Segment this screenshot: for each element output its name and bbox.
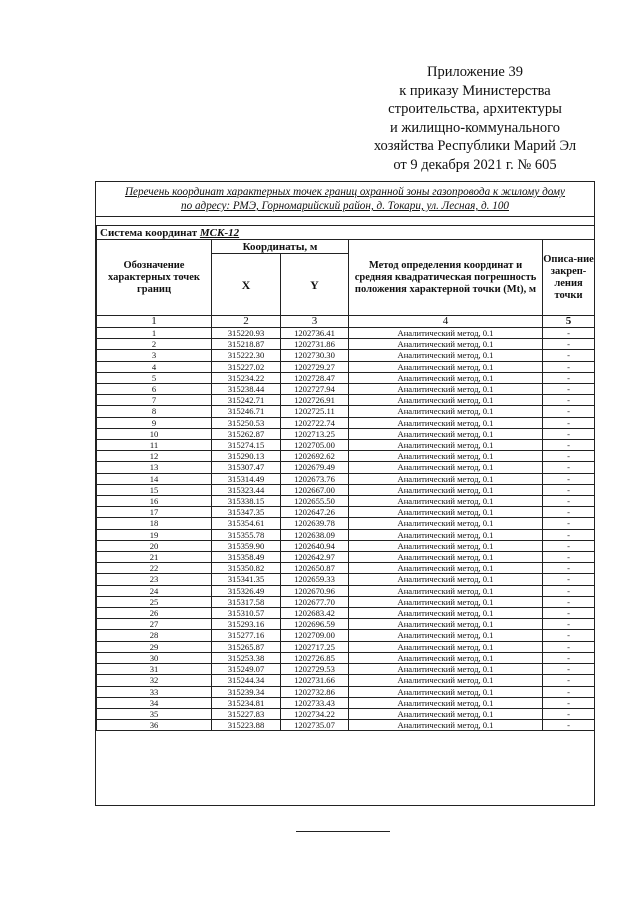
y-coordinate-cell: 1202650.87	[281, 563, 349, 574]
table-row	[97, 428, 595, 439]
point-number-cell: 14	[97, 473, 212, 484]
column-number: 2	[212, 316, 281, 328]
x-coordinate-cell: 315239.34	[212, 686, 281, 697]
point-number-cell: 29	[97, 641, 212, 652]
x-coordinate-cell: 315274.15	[212, 440, 281, 451]
x-coordinate-cell: 315223.88	[212, 720, 281, 731]
method-cell: Аналитический метод, 0.1	[349, 675, 543, 686]
description-cell: -	[543, 328, 595, 339]
method-cell: Аналитический метод, 0.1	[349, 473, 543, 484]
table-row	[97, 563, 595, 574]
method-cell: Аналитический метод, 0.1	[349, 440, 543, 451]
point-number-cell: 9	[97, 417, 212, 428]
x-coordinate-cell: 315246.71	[212, 406, 281, 417]
table-row	[97, 518, 595, 529]
method-cell: Аналитический метод, 0.1	[349, 484, 543, 495]
appendix-header	[330, 63, 620, 174]
method-cell: Аналитический метод, 0.1	[349, 518, 543, 529]
x-coordinate-cell: 315234.81	[212, 697, 281, 708]
header-line: хозяйства Республики Марий Эл	[373, 138, 577, 154]
x-coordinate-cell: 315242.71	[212, 395, 281, 406]
x-coordinate-cell: 315290.13	[212, 451, 281, 462]
table-row	[97, 372, 595, 383]
table-row	[97, 462, 595, 473]
table-row	[97, 664, 595, 675]
description-cell: -	[543, 708, 595, 719]
y-coordinate-cell: 1202736.41	[281, 328, 349, 339]
description-cell: -	[543, 720, 595, 731]
y-coordinate-cell: 1202673.76	[281, 473, 349, 484]
y-coordinate-cell: 1202731.66	[281, 675, 349, 686]
description-cell: -	[543, 552, 595, 563]
x-coordinate-cell: 315326.49	[212, 585, 281, 596]
description-cell: -	[543, 518, 595, 529]
description-cell: -	[543, 630, 595, 641]
col-y-header: Y	[281, 254, 349, 316]
point-number-cell: 2	[97, 339, 212, 350]
description-cell: -	[543, 384, 595, 395]
y-coordinate-cell: 1202713.25	[281, 428, 349, 439]
x-coordinate-cell: 315355.78	[212, 529, 281, 540]
point-number-cell: 7	[97, 395, 212, 406]
y-coordinate-cell: 1202696.59	[281, 619, 349, 630]
caption-line-1: Перечень координат характерных точек границ охранной зоны газопровода к жилому дому	[124, 186, 566, 198]
method-cell: Аналитический метод, 0.1	[349, 372, 543, 383]
x-coordinate-cell: 315314.49	[212, 473, 281, 484]
table-row	[97, 350, 595, 361]
y-coordinate-cell: 1202728.47	[281, 372, 349, 383]
table-row	[97, 596, 595, 607]
y-coordinate-cell: 1202729.53	[281, 664, 349, 675]
x-coordinate-cell: 315338.15	[212, 496, 281, 507]
method-cell: Аналитический метод, 0.1	[349, 641, 543, 652]
y-coordinate-cell: 1202670.96	[281, 585, 349, 596]
description-cell: -	[543, 529, 595, 540]
method-cell: Аналитический метод, 0.1	[349, 585, 543, 596]
table-row	[97, 361, 595, 372]
y-coordinate-cell: 1202725.11	[281, 406, 349, 417]
method-cell: Аналитический метод, 0.1	[349, 686, 543, 697]
header-line: от 9 декабря 2021 г. № 605	[393, 156, 557, 173]
coordinate-system-label: Система координат	[100, 226, 198, 239]
point-number-cell: 16	[97, 496, 212, 507]
description-cell: -	[543, 484, 595, 495]
y-coordinate-cell: 1202726.85	[281, 652, 349, 663]
point-number-cell: 1	[97, 328, 212, 339]
col-description-header: Описа-ние закреп-ления точки	[543, 240, 595, 316]
x-coordinate-cell: 315227.83	[212, 708, 281, 719]
description-cell: -	[543, 372, 595, 383]
table-row	[97, 417, 595, 428]
description-cell: -	[543, 596, 595, 607]
method-cell: Аналитический метод, 0.1	[349, 462, 543, 473]
method-cell: Аналитический метод, 0.1	[349, 417, 543, 428]
x-coordinate-cell: 315358.49	[212, 552, 281, 563]
coordinate-system-name: МСК-12	[199, 226, 240, 239]
description-cell: -	[543, 507, 595, 518]
y-coordinate-cell: 1202683.42	[281, 608, 349, 619]
table-row	[97, 540, 595, 551]
description-cell: -	[543, 585, 595, 596]
table-row	[97, 384, 595, 395]
x-coordinate-cell: 315317.58	[212, 596, 281, 607]
point-number-cell: 35	[97, 708, 212, 719]
end-divider	[296, 831, 390, 832]
y-coordinate-cell: 1202734.22	[281, 708, 349, 719]
point-number-cell: 23	[97, 574, 212, 585]
x-coordinate-cell: 315250.53	[212, 417, 281, 428]
y-coordinate-cell: 1202679.49	[281, 462, 349, 473]
coordinate-system	[97, 226, 595, 240]
table-row	[97, 484, 595, 495]
point-number-cell: 12	[97, 451, 212, 462]
point-number-cell: 24	[97, 585, 212, 596]
point-number-cell: 28	[97, 630, 212, 641]
y-coordinate-cell: 1202729.27	[281, 361, 349, 372]
point-number-cell: 4	[97, 361, 212, 372]
col-point-header: Обозначение характерных точек границ	[97, 240, 212, 316]
method-cell: Аналитический метод, 0.1	[349, 328, 543, 339]
description-cell: -	[543, 574, 595, 585]
x-coordinate-cell: 315218.87	[212, 339, 281, 350]
method-cell: Аналитический метод, 0.1	[349, 428, 543, 439]
x-coordinate-cell: 315359.90	[212, 540, 281, 551]
table-row	[97, 440, 595, 451]
table-row	[97, 574, 595, 585]
y-coordinate-cell: 1202640.94	[281, 540, 349, 551]
table-row	[97, 451, 595, 462]
table-row	[97, 675, 595, 686]
description-cell: -	[543, 440, 595, 451]
caption-line-2: по адресу: РМЭ, Горномарийский район, д. Токари, ул. Лесная, д. 100	[180, 200, 510, 212]
description-cell: -	[543, 395, 595, 406]
x-coordinate-cell: 315244.34	[212, 675, 281, 686]
y-coordinate-cell: 1202655.50	[281, 496, 349, 507]
y-coordinate-cell: 1202727.94	[281, 384, 349, 395]
method-cell: Аналитический метод, 0.1	[349, 507, 543, 518]
method-cell: Аналитический метод, 0.1	[349, 552, 543, 563]
col-method-header: Метод определения координат и средняя квадратическая погрешность положения характерной точки (Mt), м	[349, 240, 543, 316]
col-x-header: X	[212, 254, 281, 316]
x-coordinate-cell: 315249.07	[212, 664, 281, 675]
y-coordinate-cell: 1202667.00	[281, 484, 349, 495]
method-cell: Аналитический метод, 0.1	[349, 563, 543, 574]
header-line: строительства, архитектуры	[388, 101, 562, 117]
y-coordinate-cell: 1202638.09	[281, 529, 349, 540]
method-cell: Аналитический метод, 0.1	[349, 540, 543, 551]
y-coordinate-cell: 1202709.00	[281, 630, 349, 641]
method-cell: Аналитический метод, 0.1	[349, 339, 543, 350]
table-caption	[96, 182, 594, 217]
method-cell: Аналитический метод, 0.1	[349, 708, 543, 719]
description-cell: -	[543, 697, 595, 708]
point-number-cell: 31	[97, 664, 212, 675]
method-cell: Аналитический метод, 0.1	[349, 395, 543, 406]
point-number-cell: 8	[97, 406, 212, 417]
point-number-cell: 18	[97, 518, 212, 529]
method-cell: Аналитический метод, 0.1	[349, 697, 543, 708]
column-number: 4	[349, 316, 543, 328]
table-row	[97, 608, 595, 619]
method-cell: Аналитический метод, 0.1	[349, 608, 543, 619]
point-number-cell: 20	[97, 540, 212, 551]
description-cell: -	[543, 652, 595, 663]
x-coordinate-cell: 315227.02	[212, 361, 281, 372]
table-row	[97, 630, 595, 641]
table-row	[97, 529, 595, 540]
description-cell: -	[543, 664, 595, 675]
x-coordinate-cell: 315253.38	[212, 652, 281, 663]
y-coordinate-cell: 1202730.30	[281, 350, 349, 361]
point-number-cell: 19	[97, 529, 212, 540]
y-coordinate-cell: 1202735.07	[281, 720, 349, 731]
table-row	[97, 552, 595, 563]
method-cell: Аналитический метод, 0.1	[349, 384, 543, 395]
x-coordinate-cell: 315347.35	[212, 507, 281, 518]
table-row	[97, 585, 595, 596]
point-number-cell: 22	[97, 563, 212, 574]
point-number-cell: 6	[97, 384, 212, 395]
method-cell: Аналитический метод, 0.1	[349, 652, 543, 663]
column-number: 5	[543, 316, 595, 328]
table-row	[97, 473, 595, 484]
description-cell: -	[543, 417, 595, 428]
method-cell: Аналитический метод, 0.1	[349, 596, 543, 607]
y-coordinate-cell: 1202722.74	[281, 417, 349, 428]
method-cell: Аналитический метод, 0.1	[349, 361, 543, 372]
header-line: Приложение 39	[427, 64, 523, 80]
coordinates-table	[96, 225, 595, 731]
description-cell: -	[543, 428, 595, 439]
point-number-cell: 34	[97, 697, 212, 708]
method-cell: Аналитический метод, 0.1	[349, 529, 543, 540]
y-coordinate-cell: 1202705.00	[281, 440, 349, 451]
method-cell: Аналитический метод, 0.1	[349, 720, 543, 731]
header-line: и жилищно-коммунального	[389, 119, 561, 136]
x-coordinate-cell: 315341.35	[212, 574, 281, 585]
coordinate-system-row	[97, 226, 595, 240]
method-cell: Аналитический метод, 0.1	[349, 406, 543, 417]
x-coordinate-cell: 315293.16	[212, 619, 281, 630]
point-number-cell: 26	[97, 608, 212, 619]
table-row	[97, 328, 595, 339]
coordinates-body	[97, 328, 595, 731]
method-cell: Аналитический метод, 0.1	[349, 574, 543, 585]
point-number-cell: 32	[97, 675, 212, 686]
point-number-cell: 17	[97, 507, 212, 518]
point-number-cell: 5	[97, 372, 212, 383]
x-coordinate-cell: 315222.30	[212, 350, 281, 361]
x-coordinate-cell: 315220.93	[212, 328, 281, 339]
x-coordinate-cell: 315354.61	[212, 518, 281, 529]
y-coordinate-cell: 1202731.86	[281, 339, 349, 350]
table-row	[97, 697, 595, 708]
description-cell: -	[543, 540, 595, 551]
x-coordinate-cell: 315323.44	[212, 484, 281, 495]
table-row	[97, 507, 595, 518]
y-coordinate-cell: 1202659.33	[281, 574, 349, 585]
description-cell: -	[543, 350, 595, 361]
description-cell: -	[543, 339, 595, 350]
header-line: к приказу Министерства	[399, 82, 551, 99]
point-number-cell: 15	[97, 484, 212, 495]
point-number-cell: 25	[97, 596, 212, 607]
point-number-cell: 30	[97, 652, 212, 663]
description-cell: -	[543, 619, 595, 630]
method-cell: Аналитический метод, 0.1	[349, 496, 543, 507]
method-cell: Аналитический метод, 0.1	[349, 619, 543, 630]
column-numbers-row	[97, 316, 595, 328]
y-coordinate-cell: 1202733.43	[281, 697, 349, 708]
description-cell: -	[543, 361, 595, 372]
x-coordinate-cell: 315238.44	[212, 384, 281, 395]
point-number-cell: 11	[97, 440, 212, 451]
table-row	[97, 339, 595, 350]
point-number-cell: 27	[97, 619, 212, 630]
table-row	[97, 395, 595, 406]
point-number-cell: 3	[97, 350, 212, 361]
method-cell: Аналитический метод, 0.1	[349, 451, 543, 462]
description-cell: -	[543, 608, 595, 619]
table-row	[97, 406, 595, 417]
x-coordinate-cell: 315307.47	[212, 462, 281, 473]
y-coordinate-cell: 1202639.78	[281, 518, 349, 529]
method-cell: Аналитический метод, 0.1	[349, 630, 543, 641]
table-row	[97, 619, 595, 630]
y-coordinate-cell: 1202647.26	[281, 507, 349, 518]
y-coordinate-cell: 1202642.97	[281, 552, 349, 563]
x-coordinate-cell: 315234.22	[212, 372, 281, 383]
point-number-cell: 21	[97, 552, 212, 563]
table-row	[97, 496, 595, 507]
y-coordinate-cell: 1202732.86	[281, 686, 349, 697]
description-cell: -	[543, 563, 595, 574]
point-number-cell: 33	[97, 686, 212, 697]
description-cell: -	[543, 496, 595, 507]
y-coordinate-cell: 1202717.25	[281, 641, 349, 652]
y-coordinate-cell: 1202692.62	[281, 451, 349, 462]
point-number-cell: 13	[97, 462, 212, 473]
method-cell: Аналитический метод, 0.1	[349, 350, 543, 361]
method-cell: Аналитический метод, 0.1	[349, 664, 543, 675]
x-coordinate-cell: 315310.57	[212, 608, 281, 619]
table-row	[97, 652, 595, 663]
table-row	[97, 686, 595, 697]
x-coordinate-cell: 315265.87	[212, 641, 281, 652]
description-cell: -	[543, 473, 595, 484]
description-cell: -	[543, 641, 595, 652]
column-number: 1	[97, 316, 212, 328]
description-cell: -	[543, 686, 595, 697]
x-coordinate-cell: 315277.16	[212, 630, 281, 641]
point-number-cell: 10	[97, 428, 212, 439]
table-row	[97, 708, 595, 719]
y-coordinate-cell: 1202677.70	[281, 596, 349, 607]
x-coordinate-cell: 315350.82	[212, 563, 281, 574]
point-number-cell: 36	[97, 720, 212, 731]
description-cell: -	[543, 451, 595, 462]
header-row	[97, 240, 595, 254]
coordinates-frame	[95, 181, 595, 806]
description-cell: -	[543, 406, 595, 417]
table-row	[97, 641, 595, 652]
table-row	[97, 720, 595, 731]
col-coords-header: Координаты, м	[212, 240, 349, 254]
y-coordinate-cell: 1202726.91	[281, 395, 349, 406]
description-cell: -	[543, 462, 595, 473]
description-cell: -	[543, 675, 595, 686]
column-number: 3	[281, 316, 349, 328]
x-coordinate-cell: 315262.87	[212, 428, 281, 439]
